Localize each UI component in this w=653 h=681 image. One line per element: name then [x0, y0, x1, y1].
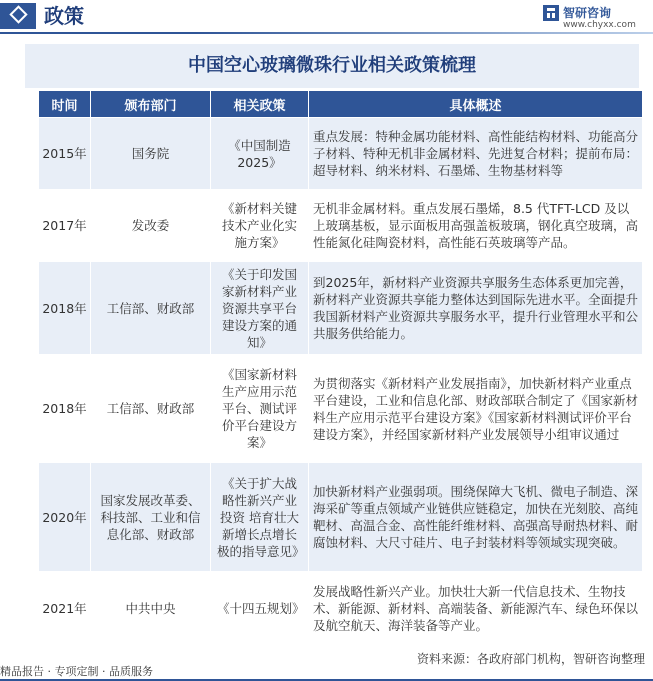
cell-detail: 发展战略性新兴产业。加快壮大新一代信息技术、生物技术、新能源、新材料、高端装备、新能源汽车、绿色环保以及航空航天、海洋装备等产业。: [309, 572, 643, 646]
cell-year: 2017年: [39, 190, 91, 262]
table-row: [39, 118, 643, 190]
cell-policy: 《关于印发国家新材料产业资源共享平台建设方案的通知》: [211, 262, 309, 355]
page-header: [0, 0, 653, 34]
column-header-time: 时间: [39, 91, 91, 118]
cell-policy: 《十四五规划》: [211, 572, 309, 646]
header-divider: [0, 32, 653, 34]
cell-detail: 为贯彻落实《新材料产业发展指南》，加快新材料产业重点平台建设，工业和信息化部、财政部联合制定了《国家新材料生产应用示范平台建设方案》《国家新材料测试评价平台建设方案》，并经国家新材料产业发展领导小组审议通过: [309, 355, 643, 463]
cell-department: 工信部、财政部: [91, 262, 211, 355]
cell-detail: 无机非金属材料。重点发展石墨烯，8.5 代TFT-LCD 及以上玻璃基板，显示面板用高强盖板玻璃，钢化真空玻璃，高性能氮化硅陶瓷材料，高性能石英玻璃等产品。: [309, 190, 643, 262]
logo-url: www.chyxx.com: [563, 20, 636, 30]
cell-policy: 《关于扩大战略性新兴产业投资 培育壮大新增长点增长极的指导意见》: [211, 463, 309, 572]
table-row: [39, 463, 643, 572]
section-title: 政策: [44, 4, 84, 28]
cell-year: 2021年: [39, 572, 91, 646]
cell-department: 国务院: [91, 118, 211, 190]
column-header-policy: 相关政策: [211, 91, 309, 118]
cell-policy: 《国家新材料生产应用示范平台、测试评价平台建设方案》: [211, 355, 309, 463]
cell-detail: 加快新材料产业强弱项。围绕保障大飞机、微电子制造、深海采矿等重点领域产业链供应链稳定，加快在光刻胶、高纯靶材、高温合金、高性能纤维材料、高强高导耐热材料、耐腐蚀材料、大尺寸硅片、电子封装材料等领域实现突破。: [309, 463, 643, 572]
cell-detail: 到2025年，新材料产业资源共享服务生态体系更加完善，新材料产业资源共享能力整体达到国际先进水平。全面提升我国新材料产业资源共享服务水平，提升行业管理水平和公共服务供给能力。: [309, 262, 643, 355]
cell-department: 国家发展改革委、科技部、工业和信息化部、财政部: [91, 463, 211, 572]
table-row: [39, 572, 643, 646]
cell-year: 2020年: [39, 463, 91, 572]
cell-year: 2015年: [39, 118, 91, 190]
policy-table: [38, 90, 643, 646]
cell-year: 2018年: [39, 262, 91, 355]
cell-year: 2018年: [39, 355, 91, 463]
cell-department: 中共中央: [91, 572, 211, 646]
table-row: [39, 262, 643, 355]
column-header-department: 颁布部门: [91, 91, 211, 118]
logo-icon: [543, 5, 559, 21]
data-source-note: 资料来源：各政府部门机构，智研咨询整理: [416, 652, 645, 666]
footer-tagline: 精品报告 · 专项定制 · 品质服务: [0, 665, 153, 678]
logo-name: 智研咨询: [563, 6, 612, 20]
cell-policy: 《新材料关键技术产业化实施方案》: [211, 190, 309, 262]
table-header-row: [39, 91, 643, 118]
cell-policy: 《中国制造2025》: [211, 118, 309, 190]
table-row: [39, 190, 643, 262]
cell-department: 工信部、财政部: [91, 355, 211, 463]
cell-department: 发改委: [91, 190, 211, 262]
column-header-detail: 具体概述: [309, 91, 643, 118]
table-row: [39, 355, 643, 463]
document-title: 中国空心玻璃微珠行业相关政策梳理: [25, 44, 639, 88]
cell-detail: 重点发展：特种金属功能材料、高性能结构材料、功能高分子材料、特种无机非金属材料、先进复合材料；提前布局：超导材料、纳米材料、石墨烯、生物基材料等: [309, 118, 643, 190]
page-footer: [0, 650, 653, 681]
